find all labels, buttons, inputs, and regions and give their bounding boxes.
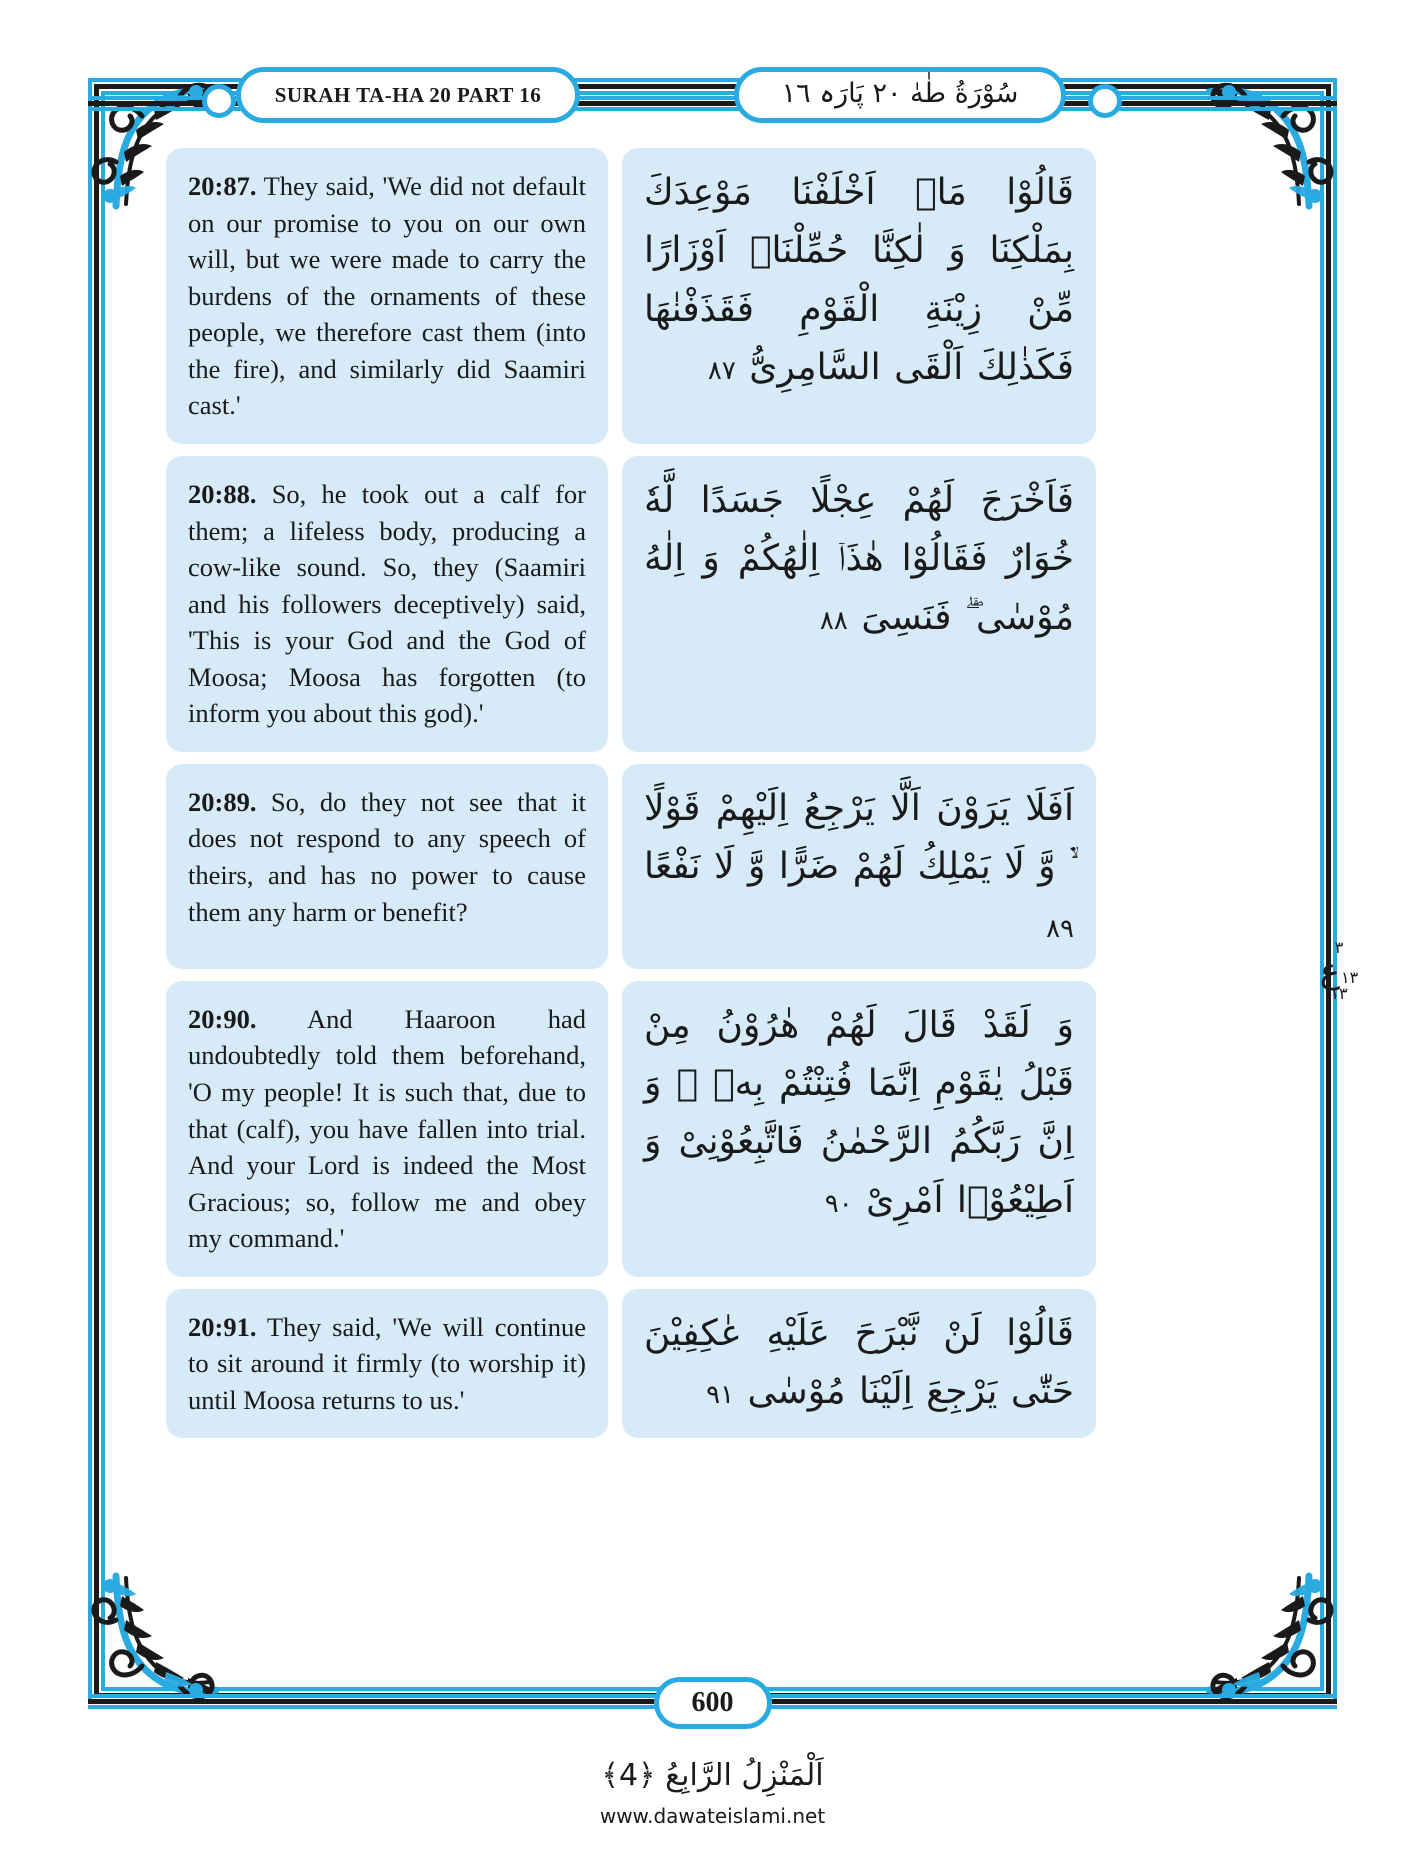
- verse-row: [166, 981, 1096, 1277]
- verse-number: 20:90.: [188, 1003, 257, 1034]
- verse-number: 20:91.: [188, 1311, 257, 1342]
- ruku-side-number: ١٣: [1341, 968, 1359, 987]
- english-translation-cell: [166, 456, 608, 752]
- english-verse-text: [188, 1001, 586, 1257]
- ruku-marker: [1311, 940, 1367, 1002]
- page-number-pill: [654, 1677, 772, 1729]
- ruku-ain-glyph: ع: [1319, 951, 1341, 991]
- arabic-verse-body: اَفَلَا یَرَوْنَ اَلَّا یَرْجِعُ اِلَیْهِمْ قَوْلًا ۙ۬ وَّ لَا یَمْلِكُ لَهُمْ ضَرًّا وَّ لَا نَفْعًا: [644, 787, 1074, 888]
- verse-number: 20:89.: [188, 786, 257, 817]
- ayah-end-marker: ۸۷: [707, 355, 736, 386]
- surah-title-english: SURAH TA-HA 20 PART 16: [274, 82, 542, 107]
- english-translation-cell: [166, 981, 608, 1277]
- english-verse-text: [188, 784, 586, 930]
- english-verse-text: [188, 1309, 586, 1419]
- arabic-verse-text: [644, 164, 1074, 397]
- ruku-bottom-number: ١٣: [1330, 984, 1348, 1003]
- arabic-verse-cell: [622, 764, 1096, 969]
- english-translation-cell: [166, 764, 608, 969]
- english-verse-body: They said, 'We did not default on our promise to you on our own will, but we were made to carry the burdens of the ornaments of these people, we therefore cast them (into the fire), and similarly did Saamiri cast.': [188, 171, 586, 421]
- arabic-verse-cell: [622, 148, 1096, 444]
- verse-list: [166, 148, 1096, 1450]
- header-cap-left: [202, 84, 236, 118]
- english-verse-text: [188, 476, 586, 732]
- arabic-verse-text: [644, 1305, 1074, 1422]
- verse-number: 20:87.: [188, 171, 257, 201]
- arabic-verse-cell: [622, 456, 1096, 752]
- ruku-middle-row: [1311, 951, 1367, 991]
- arabic-verse-body: فَاَخْرَجَ لَهُمْ عِجْلًا جَسَدًا لَّهٗ خُوَارٌ فَقَالُوْا هٰذَاۤ اِلٰهُكُمْ وَ اِلٰهُ مُوْسٰى ۖۗ فَنَسِیَ: [644, 479, 1074, 638]
- english-verse-body: So, do they not see that it does not respond to any speech of theirs, and has no power to cause them any harm or benefit?: [188, 786, 587, 927]
- verse-row: [166, 1289, 1096, 1439]
- page-number: 600: [691, 1687, 734, 1718]
- verse-row: [166, 148, 1096, 444]
- english-verse-text: [188, 168, 586, 424]
- manzil-label: اَلْمَنْزِلُ الرَّابِعُ ﴿4﴾: [601, 1758, 824, 1793]
- surah-title-pill-arabic: [734, 67, 1066, 123]
- verse-number: 20:88.: [188, 478, 257, 509]
- ayah-end-marker: ۸۸: [819, 605, 848, 636]
- arabic-verse-body: قَالُوْا لَنْ نَّبْرَحَ عَلَیْهِ عٰكِفِیْنَ حَتّٰى یَرْجِعَ اِلَیْنَا مُوْسٰى: [644, 1312, 1074, 1413]
- arabic-verse-body: وَ لَقَدْ قَالَ لَهُمْ هٰرُوْنُ مِنْ قَبْلُ یٰقَوْمِ اِنَّمَا فُتِنْتُمْ بِهٖ ۚ وَ اِنَّ رَبَّكُمُ الرَّحْمٰنُ فَاتَّبِعُوْنِیْ وَ اَطِیْعُوْۤا اَمْرِیْ: [644, 1004, 1074, 1221]
- corner-ornament-top-left: [76, 66, 226, 216]
- surah-title-arabic: سُوْرَةُ طٰهٰ ٢٠ پَارَہ ١٦: [781, 77, 1019, 109]
- corner-ornament-top-right: [1199, 66, 1349, 216]
- english-verse-body: And Haaroon had undoubtedly told them beforehand, 'O my people! It is such that, due to that (calf), you have fallen into trial. And your Lord is indeed the Most Gracious; so, follow me and obey my command.': [188, 1003, 586, 1254]
- english-translation-cell: [166, 148, 608, 444]
- surah-title-pill-english: [236, 67, 580, 123]
- english-verse-body: They said, 'We will continue to sit around it firmly (to worship it) until Moosa returns to us.': [188, 1311, 586, 1415]
- english-translation-cell: [166, 1289, 608, 1439]
- ruku-top-number: ٣: [1334, 938, 1344, 957]
- arabic-verse-cell: [622, 981, 1096, 1277]
- arabic-verse-text: [644, 472, 1074, 647]
- header-cap-right: [1088, 84, 1122, 118]
- ayah-end-marker: ۸۹: [1046, 913, 1074, 944]
- ayah-end-marker: ۹۱: [706, 1380, 735, 1411]
- english-verse-body: So, he took out a calf for them; a lifeless body, producing a cow-like sound. So, they (Saamiri and his followers deceptively) said, 'This is your God and the God of Moosa; Moosa has forgotten (to inform you about this god).': [188, 478, 586, 729]
- verse-row: [166, 764, 1096, 969]
- arabic-verse-body: قَالُوْا مَاۤ اَخْلَفْنَا مَوْعِدَكَ بِمَلْكِنَا وَ لٰكِنَّا حُمِّلْنَاۤ اَوْزَارًا مِّنْ زِیْنَةِ الْقَوْمِ فَقَذَفْنٰهَا فَكَذٰلِكَ اَلْقَى السَّامِرِیُّ: [644, 172, 1074, 388]
- ayah-end-marker: ۹۰: [824, 1188, 853, 1219]
- website-url: www.dawateislami.net: [599, 1804, 826, 1828]
- verse-row: [166, 456, 1096, 752]
- arabic-verse-text: [644, 780, 1074, 955]
- arabic-verse-text: [644, 997, 1074, 1230]
- arabic-verse-cell: [622, 1289, 1096, 1439]
